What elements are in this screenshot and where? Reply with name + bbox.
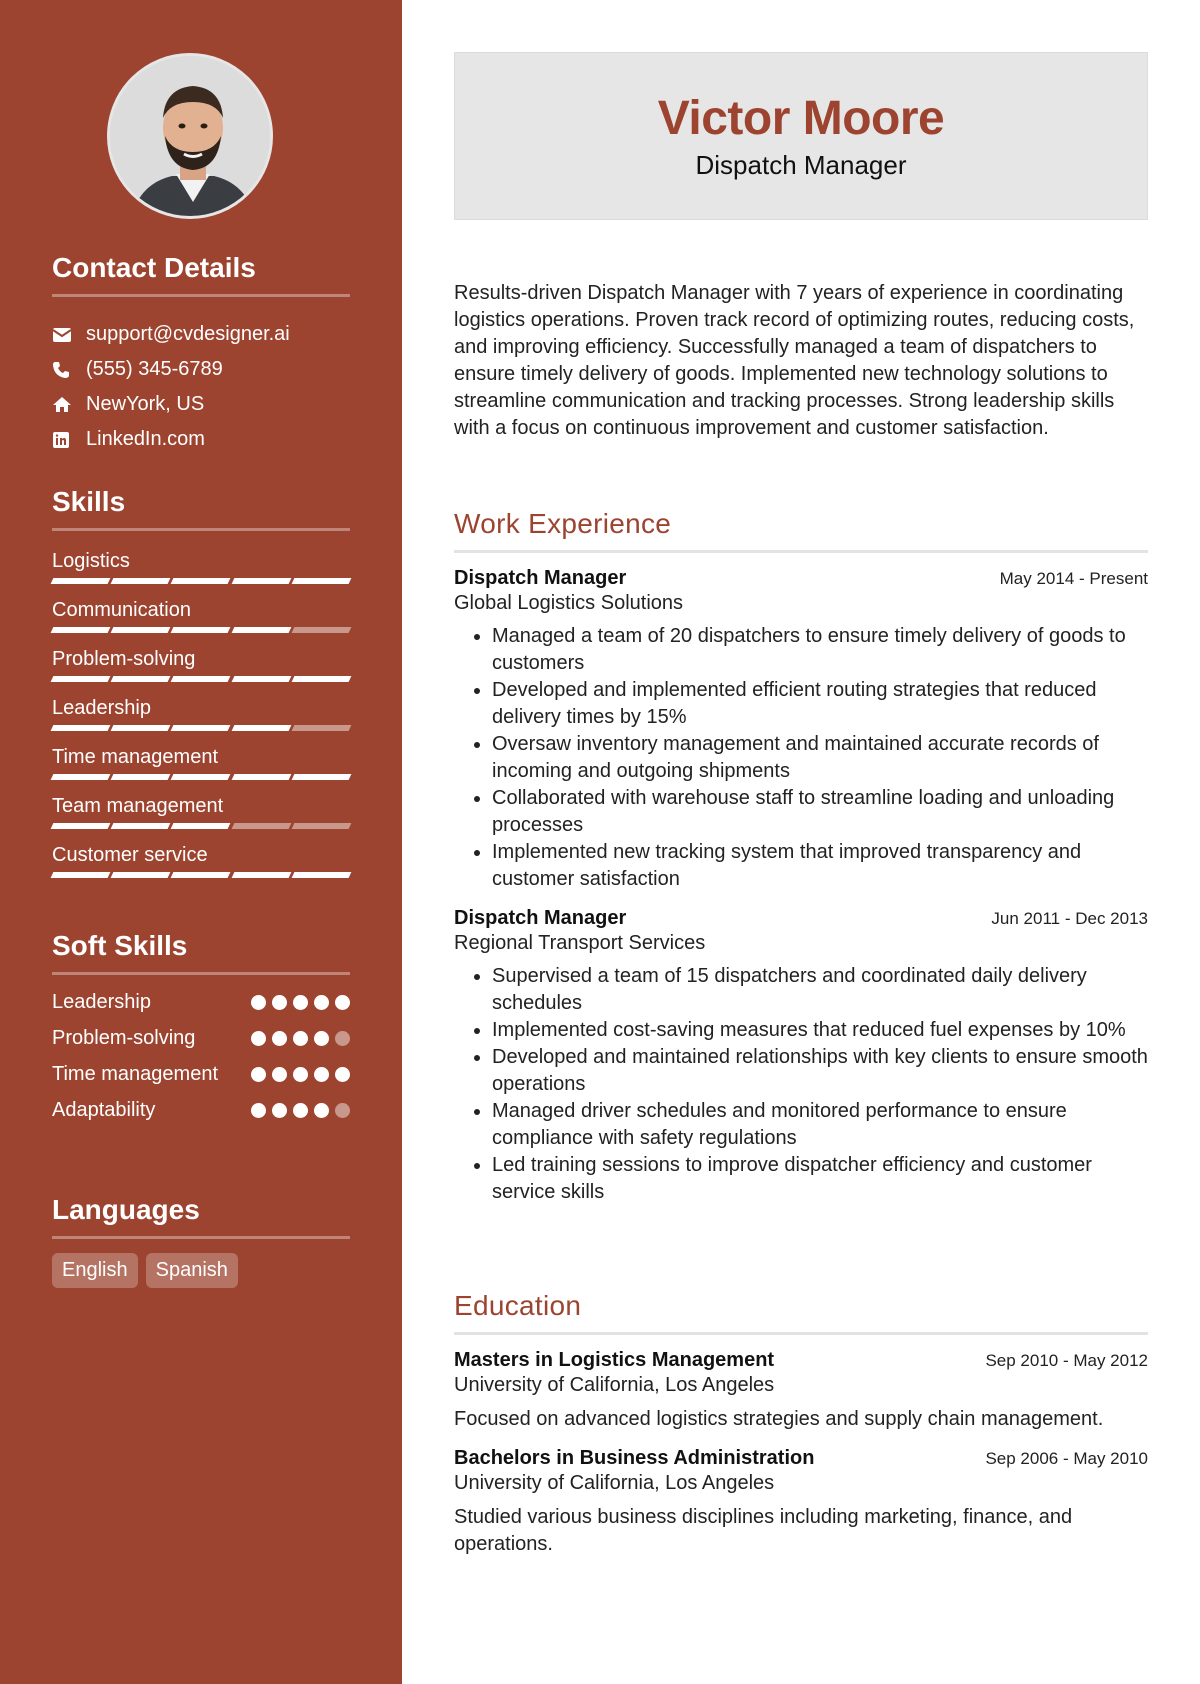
rating-dot xyxy=(272,1067,287,1082)
rating-dot xyxy=(293,1103,308,1118)
languages-title: Languages xyxy=(52,1194,350,1239)
skill-item xyxy=(52,838,350,879)
contact-phone-text: (555) 345-6789 xyxy=(86,358,223,380)
contact-location xyxy=(52,387,350,422)
skill-item xyxy=(52,544,350,585)
skill-level-segment xyxy=(291,627,351,633)
skill-item xyxy=(52,642,350,683)
skill-name: Communication xyxy=(52,599,191,621)
skill-level-bars xyxy=(52,774,350,781)
soft-skill-name: Leadership xyxy=(52,991,151,1013)
person-role: Dispatch Manager xyxy=(695,150,907,180)
skill-level-segment xyxy=(231,578,291,584)
skill-level-segment xyxy=(171,725,231,731)
rating-dot xyxy=(314,1031,329,1046)
skill-level-segment xyxy=(51,823,111,829)
skill-level-segment xyxy=(231,725,291,731)
soft-skill-rating xyxy=(251,989,350,1010)
skill-level-bars xyxy=(52,725,350,732)
skill-level-segment xyxy=(231,872,291,878)
skill-level-segment xyxy=(231,774,291,780)
rating-dot xyxy=(335,995,350,1010)
home-icon xyxy=(52,396,86,413)
skill-level-segment xyxy=(111,774,171,780)
skill-level-segment xyxy=(51,627,111,633)
rating-dot xyxy=(335,1103,350,1118)
skill-level-segment xyxy=(291,823,351,829)
skill-level-segment xyxy=(171,627,231,633)
rating-dot xyxy=(251,1067,266,1082)
job-dates: Jun 2011 - Dec 2013 xyxy=(991,909,1148,928)
soft-skill-name: Time management xyxy=(52,1063,218,1085)
achievement-item: • Developed and maintained relationships with key clients to ensure smooth operations xyxy=(492,1044,1148,1098)
skill-level-bars xyxy=(52,627,350,634)
soft-skill-item xyxy=(52,1097,350,1124)
skill-name: Time management xyxy=(52,746,218,768)
avatar-illustration xyxy=(110,56,273,219)
soft-skill-name: Problem-solving xyxy=(52,1027,196,1049)
skill-level-segment xyxy=(171,774,231,780)
company-name: Global Logistics Solutions xyxy=(454,592,684,614)
achievement-item: • Led training sessions to improve dispatcher efficiency and customer service skills xyxy=(492,1152,1148,1206)
skill-name: Logistics xyxy=(52,550,130,572)
achievement-item: • Managed a team of 20 dispatchers to ensure timely delivery of goods to customers xyxy=(492,623,1148,677)
rating-dot xyxy=(293,1031,308,1046)
rating-dot xyxy=(335,1067,350,1082)
job-title: Dispatch Manager xyxy=(454,567,627,589)
skill-level-bars xyxy=(52,823,350,830)
rating-dot xyxy=(272,1031,287,1046)
education-description: Focused on advanced logistics strategies and supply chain management. xyxy=(454,1408,1104,1430)
contact-title: Contact Details xyxy=(52,252,350,297)
education-title: Education xyxy=(454,1290,1148,1335)
contact-phone[interactable] xyxy=(52,352,350,387)
phone-icon xyxy=(52,361,86,379)
skill-level-segment xyxy=(291,725,351,731)
contact-email-text: support@cvdesigner.ai xyxy=(86,323,290,345)
skill-name: Customer service xyxy=(52,844,208,866)
degree-title: Masters in Logistics Management xyxy=(454,1349,775,1371)
education-dates: Sep 2006 - May 2010 xyxy=(985,1449,1148,1468)
skill-level-segment xyxy=(291,578,351,584)
skill-level-segment xyxy=(111,872,171,878)
soft-skill-name: Adaptability xyxy=(52,1099,156,1121)
skill-level-segment xyxy=(111,627,171,633)
rating-dot xyxy=(251,995,266,1010)
skill-level-segment xyxy=(111,676,171,682)
contact-linkedin[interactable] xyxy=(52,422,350,457)
header xyxy=(454,52,1148,220)
achievement-item: • Implemented cost-saving measures that reduced fuel expenses by 10% xyxy=(492,1017,1148,1044)
work-entry-header xyxy=(454,567,1148,590)
contact-section xyxy=(52,252,350,457)
avatar xyxy=(107,53,273,219)
linkedin-icon xyxy=(52,431,86,449)
contact-email[interactable] xyxy=(52,317,350,352)
skill-level-segment xyxy=(51,676,111,682)
skill-level-segment xyxy=(111,725,171,731)
work-entry xyxy=(454,567,1148,893)
skill-level-segment xyxy=(231,823,291,829)
skill-level-segment xyxy=(51,725,111,731)
soft-skill-rating xyxy=(251,1061,350,1082)
soft-skill-item xyxy=(52,1025,350,1052)
skill-level-segment xyxy=(51,578,111,584)
skill-item xyxy=(52,593,350,634)
skills-title: Skills xyxy=(52,486,350,531)
skill-name: Team management xyxy=(52,795,224,817)
skill-level-segment xyxy=(291,676,351,682)
skill-level-segment xyxy=(171,872,231,878)
language-badge: Spanish xyxy=(146,1253,238,1288)
job-achievements xyxy=(454,963,1148,1206)
achievement-item: • Developed and implemented efficient routing strategies that reduced delivery times by 15% xyxy=(492,677,1148,731)
skill-level-segment xyxy=(171,578,231,584)
job-achievements xyxy=(454,623,1148,893)
school-name: University of California, Los Angeles xyxy=(454,1374,775,1396)
education-entry-header xyxy=(454,1447,1148,1470)
achievement-item: • Oversaw inventory management and maintained accurate records of incoming and outgoing shipments xyxy=(492,731,1148,785)
skill-name: Leadership xyxy=(52,697,151,719)
rating-dot xyxy=(272,995,287,1010)
skill-level-segment xyxy=(51,774,111,780)
soft-skill-item xyxy=(52,1061,350,1088)
languages-section xyxy=(52,1194,350,1288)
sidebar xyxy=(0,0,402,1684)
education-section xyxy=(454,1290,1148,1558)
rating-dot xyxy=(272,1103,287,1118)
skill-level-segment xyxy=(171,676,231,682)
work-entry xyxy=(454,907,1148,1206)
job-title: Dispatch Manager xyxy=(454,907,627,929)
skill-level-segment xyxy=(111,823,171,829)
skill-level-segment xyxy=(291,872,351,878)
skill-item xyxy=(52,740,350,781)
education-description: Studied various business disciplines including marketing, finance, and operations. xyxy=(454,1506,1073,1555)
soft-skill-rating xyxy=(251,1025,350,1046)
skill-item xyxy=(52,789,350,830)
skill-level-segment xyxy=(231,627,291,633)
achievement-item: • Collaborated with warehouse staff to streamline loading and unloading processes xyxy=(492,785,1148,839)
work-experience-title: Work Experience xyxy=(454,508,1148,553)
achievement-item: • Supervised a team of 15 dispatchers and coordinated daily delivery schedules xyxy=(492,963,1148,1017)
achievement-item: • Managed driver schedules and monitored performance to ensure compliance with safety regulations xyxy=(492,1098,1148,1152)
soft-skills-title: Soft Skills xyxy=(52,930,350,975)
soft-skills-section xyxy=(52,930,350,1133)
degree-title: Bachelors in Business Administration xyxy=(454,1447,815,1469)
rating-dot xyxy=(314,1067,329,1082)
work-entry-header xyxy=(454,907,1148,930)
achievement-item: • Implemented new tracking system that improved transparency and customer satisfaction xyxy=(492,839,1148,893)
rating-dot xyxy=(293,995,308,1010)
rating-dot xyxy=(335,1031,350,1046)
soft-skill-rating xyxy=(251,1097,350,1118)
company-name: Regional Transport Services xyxy=(454,932,706,954)
language-badge: English xyxy=(52,1253,138,1288)
skill-level-segment xyxy=(231,676,291,682)
skill-level-segment xyxy=(291,774,351,780)
rating-dot xyxy=(293,1067,308,1082)
education-entry-header xyxy=(454,1349,1148,1372)
person-name: Victor Moore xyxy=(657,92,945,145)
summary: Results-driven Dispatch Manager with 7 years of experience in coordinating logistics operations. Proven track record of optimizing routes, reducing costs, and improving efficiency. Successfully managed a team of dispatchers to ensure timely delivery of goods. Implemented new technology solutions to streamline communication and tracking processes. Strong leadership skills with a focus on continuous improvement and customer satisfaction. xyxy=(454,282,1135,439)
rating-dot xyxy=(251,1103,266,1118)
education-entry xyxy=(454,1349,1148,1433)
envelope-icon xyxy=(52,327,86,343)
job-dates: May 2014 - Present xyxy=(999,569,1148,588)
work-experience-section xyxy=(454,508,1148,1206)
education-dates: Sep 2010 - May 2012 xyxy=(985,1351,1148,1370)
skill-level-bars xyxy=(52,872,350,879)
skill-level-bars xyxy=(52,578,350,585)
rating-dot xyxy=(251,1031,266,1046)
rating-dot xyxy=(314,1103,329,1118)
skill-level-segment xyxy=(171,823,231,829)
soft-skill-item xyxy=(52,989,350,1016)
skill-level-segment xyxy=(111,578,171,584)
skill-item xyxy=(52,691,350,732)
skill-level-segment xyxy=(51,872,111,878)
skills-section xyxy=(52,486,350,887)
education-entry xyxy=(454,1447,1148,1558)
school-name: University of California, Los Angeles xyxy=(454,1472,775,1494)
contact-linkedin-text: LinkedIn.com xyxy=(86,428,205,450)
contact-location-text: NewYork, US xyxy=(86,393,205,415)
skill-name: Problem-solving xyxy=(52,648,196,670)
rating-dot xyxy=(314,995,329,1010)
skill-level-bars xyxy=(52,676,350,683)
